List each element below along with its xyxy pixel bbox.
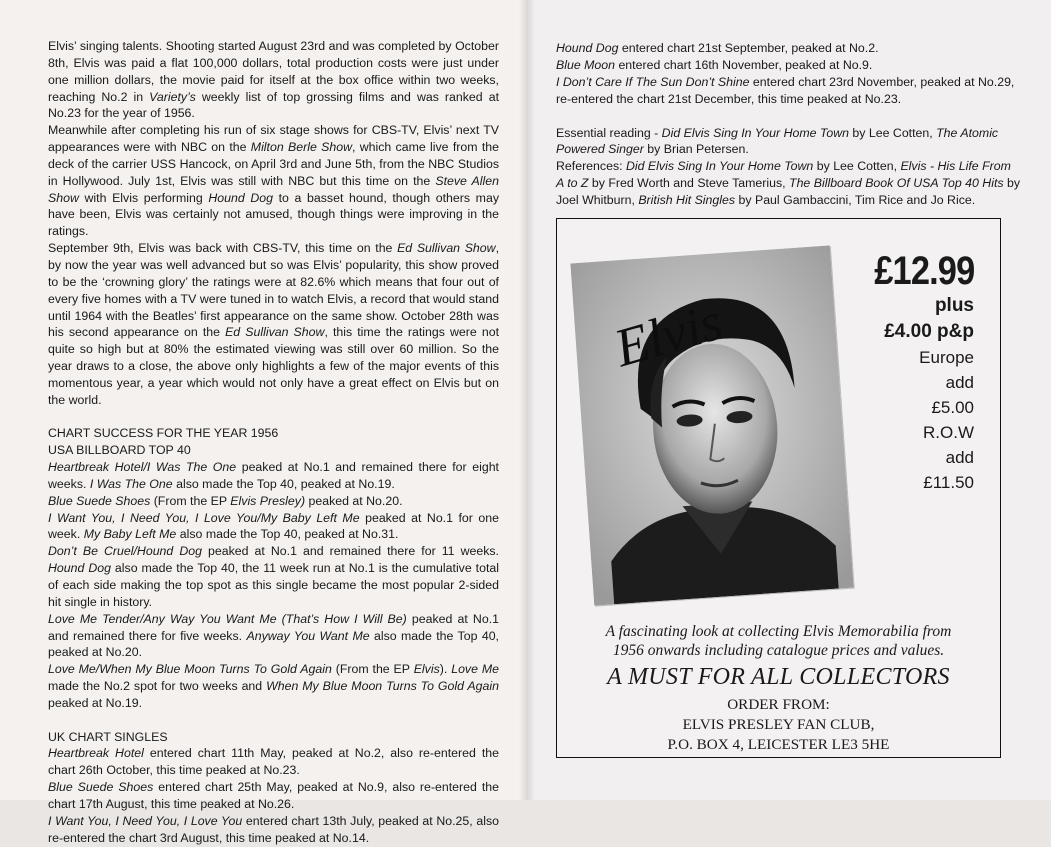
postal-address: P.O. BOX 4, LEICESTER LE3 5HE [667, 736, 890, 753]
elvis-portrait-image [570, 245, 853, 605]
order-from-label: ORDER FROM: [727, 696, 830, 713]
paragraph-production: Elvis’ singing talents. Shooting started August 23rd and was completed by October 8th, Elvis was paid a flat 100,000 dollars, total production costs were just under one million dollars, the movie paid for itself at the box office within two weeks, reaching No.2 in Variety’s weekly list of top grossing films and was ranked at No.23 for the year of 1956. [48, 39, 499, 121]
book-gutter [519, 0, 535, 800]
uk-entry: Heartbreak Hotel entered chart 11th May, peaked at No.2, also re-entered the chart 26th October, this time peaked at No.23. [48, 746, 500, 778]
tagline-line: A fascinating look at collecting Elvis Memorabilia from [605, 623, 952, 640]
elvis-portrait-photo [570, 245, 853, 605]
order-address [557, 695, 1000, 755]
row-add: add [945, 448, 974, 467]
uk-chart-heading: UK CHART SINGLES [48, 729, 168, 744]
essential-reading: Essential reading - Did Elvis Sing In Your Home Town by Lee Cotten, The Atomic Powered Singer by Brian Petersen. [556, 125, 999, 157]
uk-entry: I Want You, I Need You, I Love You entered chart 13th July, peaked at No.25, also re-entered the chart 3rd August, this time peaked at No.14. [48, 813, 499, 845]
usa-entry: Love Me Tender/Any Way You Want Me (That’s How I Will Be) peaked at No.1 and remained there for five weeks. Anyway You Want Me also made the Top 40, peaked at No.20. [48, 611, 499, 660]
row-label: R.O.W [923, 423, 974, 442]
usa-entry: I Want You, I Need You, I Love You/My Baby Left Me peaked at No.1 for one week. My Baby Left Me also made the Top 40, peaked at No.31. [48, 510, 500, 542]
tagline-line: 1956 onwards including catalogue prices and values. [612, 642, 945, 659]
svg-text:Elvis: Elvis [608, 290, 729, 379]
right-article [556, 40, 1021, 209]
paragraph-ed-sullivan: September 9th, Elvis was back with CBS-TV, this time on the Ed Sullivan Show, by now the year was well advanced but so was Elvis’ popularity, this show proved to be the ‘crowning glory’ the ratings were at 82.6% which means that four out of every five homes with a TV were tuned in to watch Elvis, a record that would stand until 1964 with the Beatles’ first appearance on the same show. October 28th was his second appearance on the Ed Sullivan Show, this time the ratings were not quite so high but at 80% the estimated viewing was still over 60 million. So the year draws to a close, the above only highlights a few of the major events of this momentous year, a year which would not only have a great effect on Elvis but on the world. [48, 241, 500, 407]
usa-entry: Don’t Be Cruel/Hound Dog peaked at No.1 and remained there for 11 weeks. Hound Dog also made the Top 40, the 11 week run at No.1 is the cumulative total of each side making the top spot as this single became the most popular 2-sided hit single in history. [48, 544, 499, 609]
right-page [527, 0, 1051, 800]
left-article [48, 38, 499, 847]
europe-label: Europe [919, 348, 974, 367]
references: References: Did Elvis Sing In Your Home Town by Lee Cotten, Elvis - His Life From A to Z by Fred Worth and Steve Tamerius, The Billboard Book Of USA Top 40 Hits by Joel Whitburn, British Hit Singles by Paul Gambaccini, Tim Rice and Jo Rice. [556, 159, 1021, 208]
chart-success-heading: CHART SUCCESS FOR THE YEAR 1956 [48, 426, 279, 441]
fan-club-name: ELVIS PRESLEY FAN CLUB, [682, 716, 875, 733]
usa-entry: Blue Suede Shoes (From the EP Elvis Presley) peaked at No.20. [48, 493, 403, 508]
book-advertisement [556, 218, 1001, 758]
price-block [858, 249, 974, 495]
price: £12.99 [873, 249, 974, 293]
uk-entry: Hound Dog entered chart 21st September, peaked at No.2. [556, 41, 879, 55]
ad-tagline [557, 622, 1000, 660]
europe-add: add [945, 373, 974, 392]
paragraph-tv-appearances: Meanwhile after completing his run of six stage shows for CBS-TV, Elvis’ next TV appearances were with NBC on the Milton Berle Show, which came live from the deck of the carrier USS Hancock, on April 3rd and June 5th, from the NBC Studios in Hollywood. July 1st, Elvis was still with NBC but this time on the Steve Allen Show with Elvis performing Hound Dog to a basset hound, though others may have been, Elvis was certainly not amused, though things were improving in the ratings. [48, 123, 499, 239]
postage-price: £4.00 p&p [884, 321, 974, 342]
price-plus: plus [934, 295, 974, 316]
uk-entry: Blue Suede Shoes entered chart 25th May, peaked at No.9, also re-entered the chart 17th August, this time peaked at No.26. [48, 780, 499, 811]
ad-headline: A MUST FOR ALL COLLECTORS [607, 664, 950, 690]
row-price: £11.50 [923, 473, 974, 492]
europe-price: £5.00 [931, 398, 974, 417]
uk-entry: Blue Moon entered chart 16th November, peaked at No.9. [556, 57, 873, 72]
uk-entry: I Don’t Care If The Sun Don’t Shine entered chart 23rd November, peaked at No.29, re-entered the chart 21st December, this time peaked at No.23. [556, 74, 1015, 106]
usa-entry: Love Me/When My Blue Moon Turns To Gold Again (From the EP Elvis). Love Me made the No.2 spot for two weeks and When My Blue Moon Turns To Gold Again peaked at No.19. [48, 662, 500, 710]
usa-entry: Heartbreak Hotel/I Was The One peaked at No.1 and remained there for eight weeks. I Was The One also made the Top 40, peaked at No.19. [48, 460, 499, 491]
usa-billboard-heading: USA BILLBOARD TOP 40 [48, 443, 191, 458]
